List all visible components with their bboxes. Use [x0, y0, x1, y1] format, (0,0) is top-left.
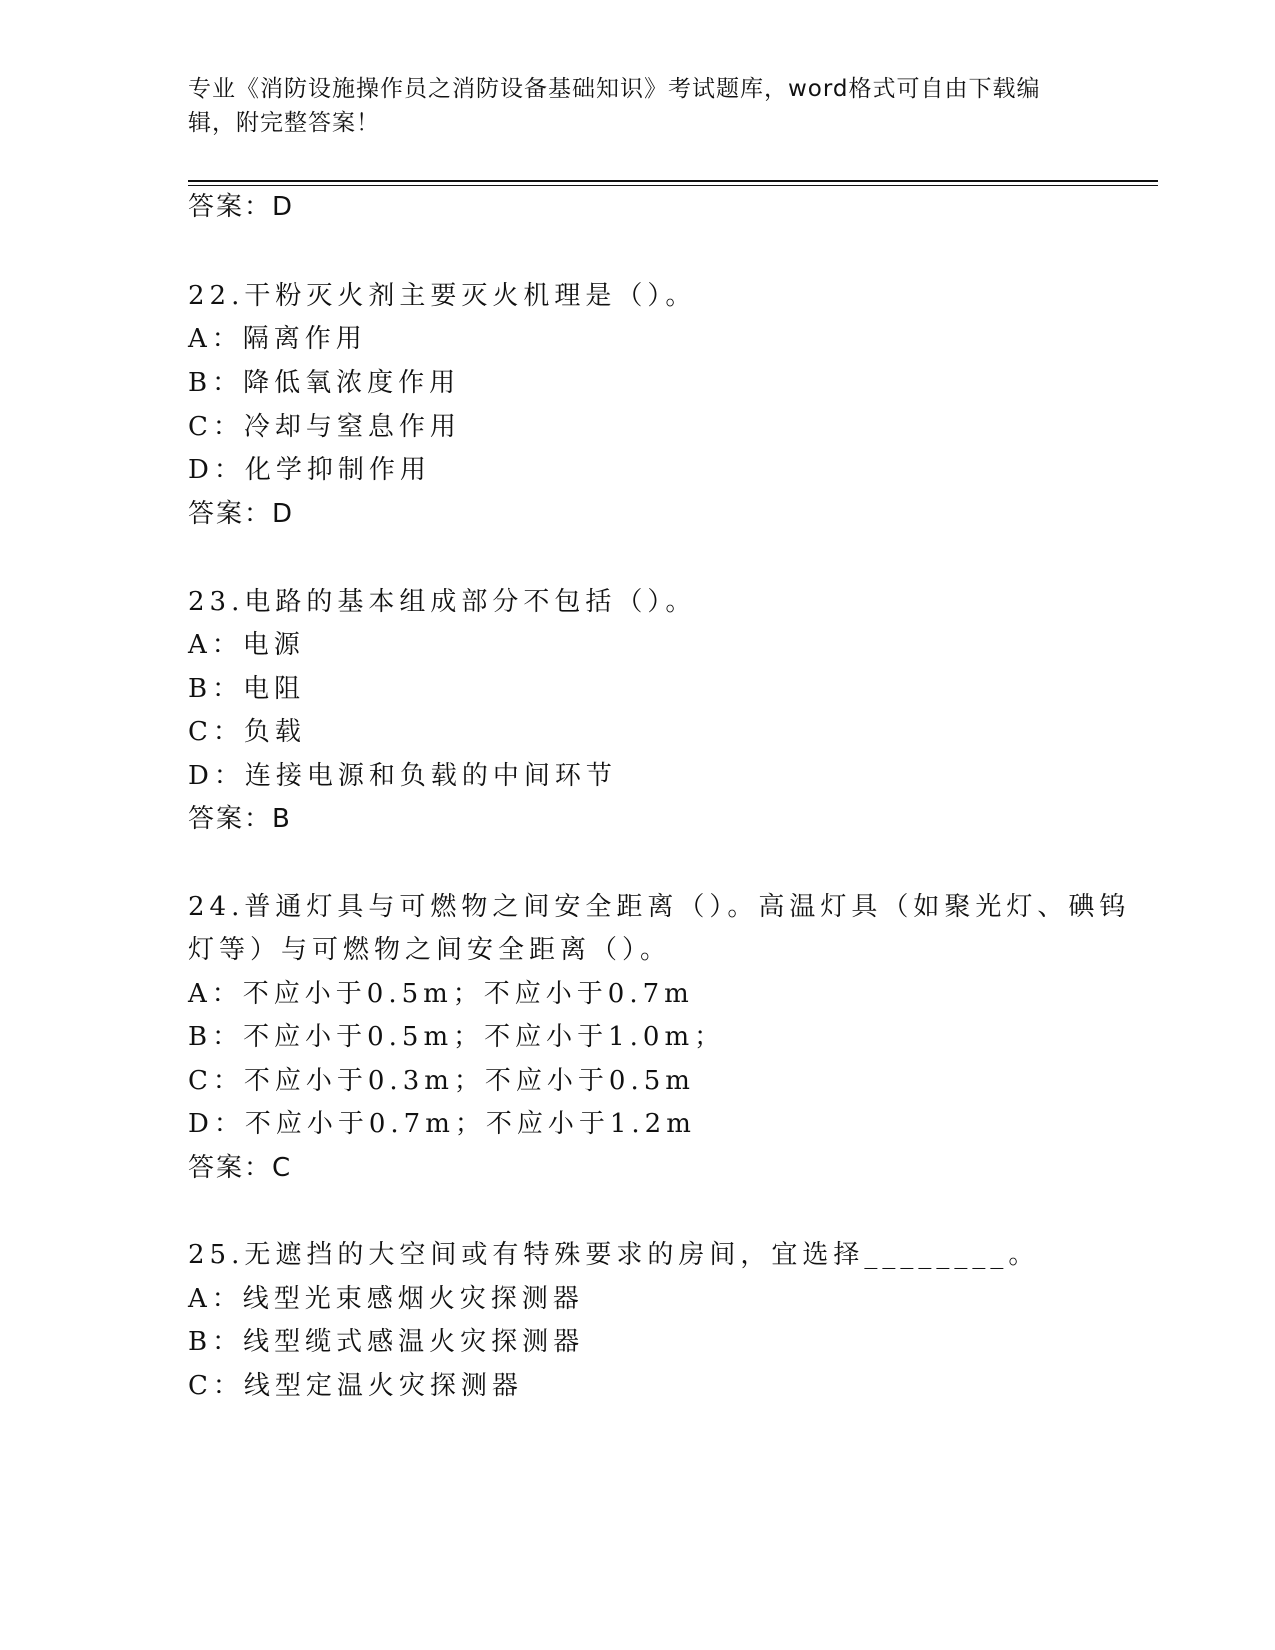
question-23-stem: 23.电路的基本组成部分不包括（）。	[188, 587, 697, 617]
question-23-option-d: D：连接电源和负载的中间环节	[188, 761, 617, 791]
question-24-option-b: B：不应小于0.5m；不应小于1.0m；	[188, 1022, 726, 1052]
question-22-option-b: B：降低氧浓度作用	[188, 368, 461, 398]
question-23-option-a: A：电源	[188, 630, 305, 660]
question-25-option-b: B：线型缆式感温火灾探测器	[188, 1327, 585, 1357]
header-divider	[188, 180, 1158, 182]
question-22-option-d: D：化学抑制作用	[188, 455, 431, 485]
question-22-stem: 22.干粉灭火剂主要灭火机理是（）。	[188, 281, 697, 311]
previous-answer: 答案：D	[188, 192, 295, 222]
header-line-2: 辑，附完整答案！	[188, 110, 380, 136]
question-23-option-b: B：电阻	[188, 674, 306, 704]
question-24-stem-line-1: 24.普通灯具与可燃物之间安全距离（）。高温灯具（如聚光灯、碘钨	[188, 892, 1131, 922]
question-22-option-a: A：隔离作用	[188, 324, 367, 354]
question-23-answer: 答案：B	[188, 804, 292, 834]
question-24-stem-line-2: 灯等）与可燃物之间安全距离（）。	[188, 935, 672, 965]
question-25-stem: 25.无遮挡的大空间或有特殊要求的房间，宜选择________。	[188, 1240, 1040, 1270]
question-22-option-c: C：冷却与窒息作用	[188, 412, 461, 442]
document-header	[188, 72, 1088, 140]
question-25-option-a: A：线型光束感烟火灾探测器	[188, 1284, 584, 1314]
question-25-option-c: C：线型定温火灾探测器	[188, 1371, 523, 1401]
question-24-answer: 答案：C	[188, 1153, 293, 1183]
question-24-option-d: D：不应小于0.7m；不应小于1.2m	[188, 1109, 696, 1139]
question-23-option-c: C：负载	[188, 717, 306, 747]
question-22-answer: 答案：D	[188, 499, 295, 529]
header-line-1: 专业《消防设施操作员之消防设备基础知识》考试题库，word格式可自由下载编	[188, 76, 1041, 102]
question-24-option-c: C：不应小于0.3m；不应小于0.5m	[188, 1066, 695, 1096]
header-divider-thin	[188, 185, 1158, 186]
question-24-option-a: A：不应小于0.5m；不应小于0.7m	[188, 979, 694, 1009]
